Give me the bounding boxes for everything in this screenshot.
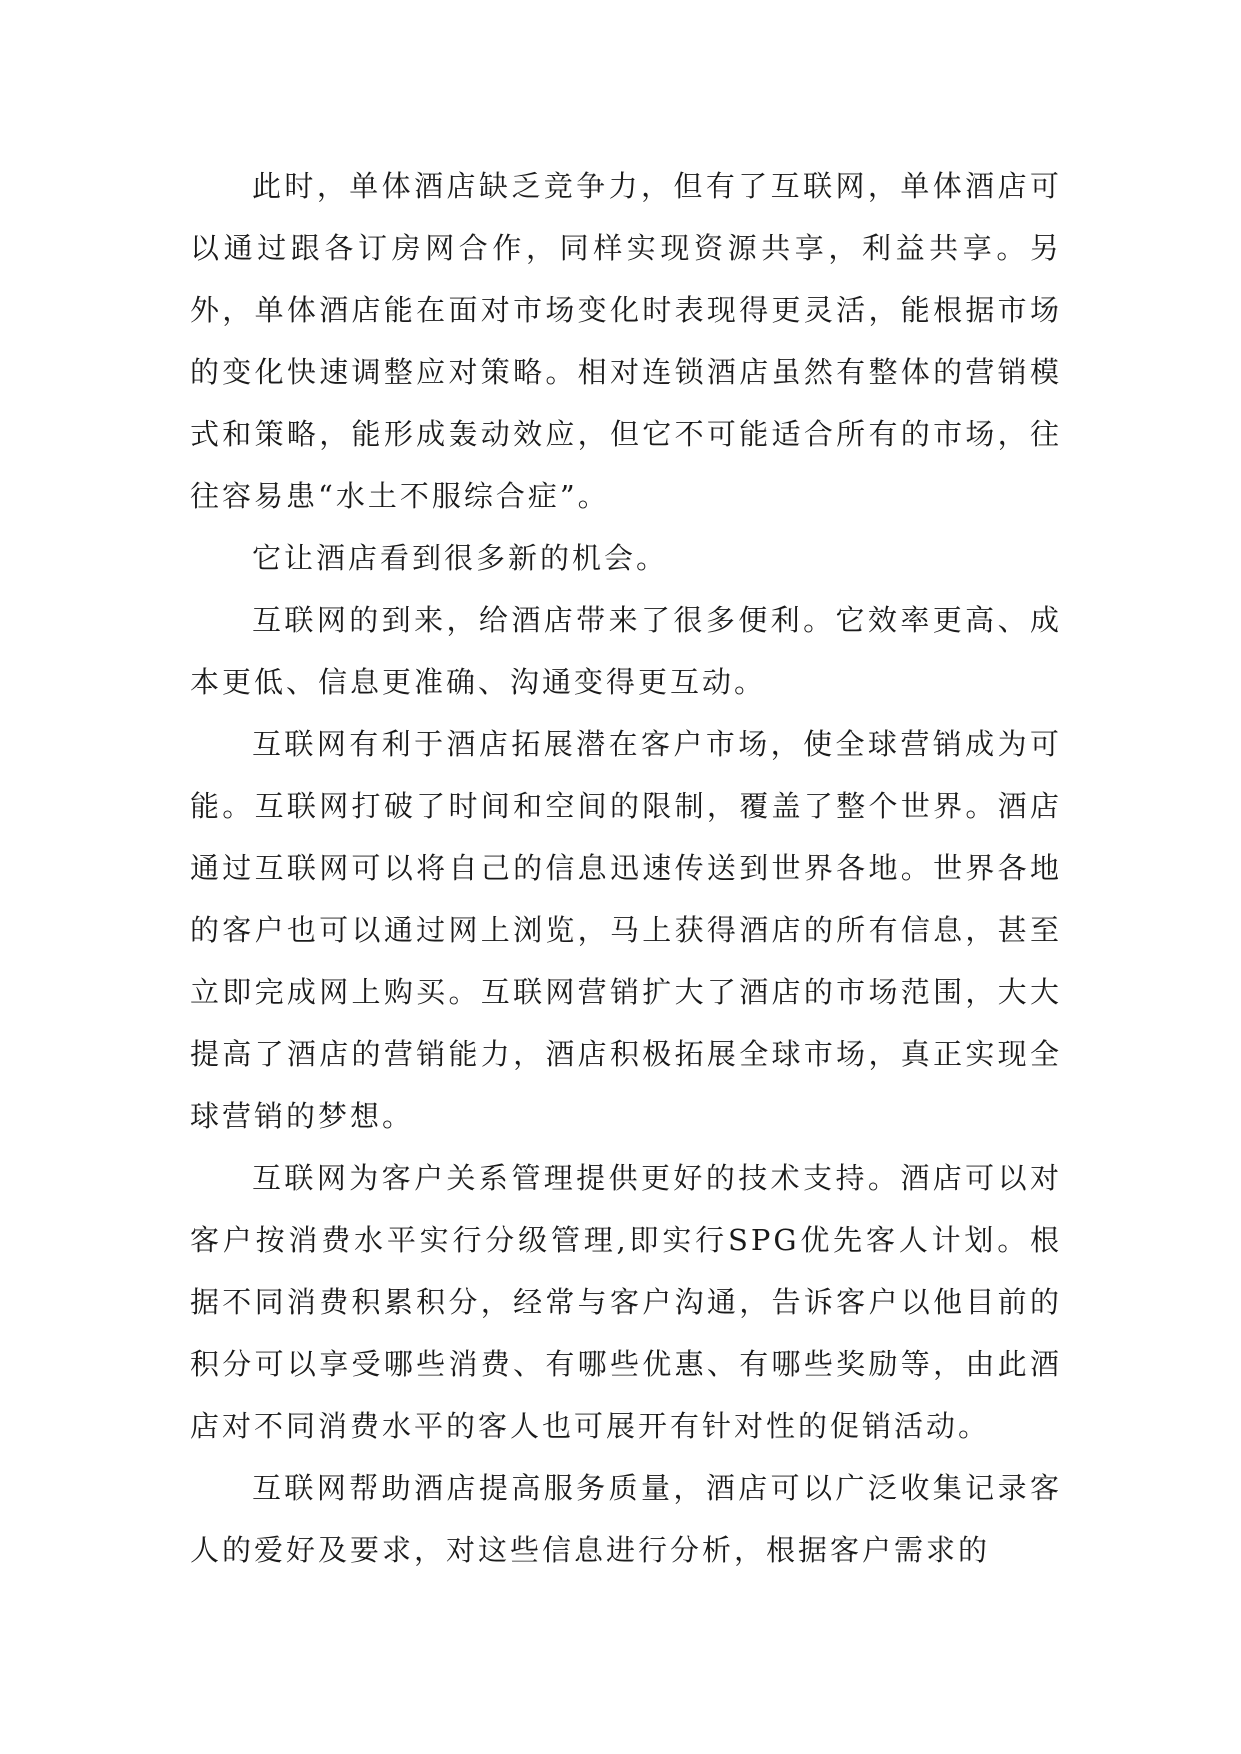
paragraph-6: 互联网帮助酒店提高服务质量，酒店可以广泛收集记录客人的爱好及要求，对这些信息进行分析，根据客户需求的	[190, 1471, 1062, 1567]
paragraph-3: 互联网的到来，给酒店带来了很多便利。它效率更高、成本更低、信息更准确、沟通变得更互动。	[190, 603, 1062, 699]
paragraph-2: 它让酒店看到很多新的机会。	[252, 541, 669, 575]
document-body	[190, 155, 1062, 1581]
paragraph-4: 互联网有利于酒店拓展潜在客户市场，使全球营销成为可能。互联网打破了时间和空间的限制，覆盖了整个世界。酒店通过互联网可以将自己的信息迅速传送到世界各地。世界各地的客户也可以通过网上浏览，马上获得酒店的所有信息，甚至立即完成网上购买。互联网营销扩大了酒店的市场范围，大大提高了酒店的营销能力，酒店积极拓展全球市场，真正实现全球营销的梦想。	[190, 727, 1062, 1133]
paragraph-5: 互联网为客户关系管理提供更好的技术支持。酒店可以对客户按消费水平实行分级管理,即实行SPG优先客人计划。根据不同消费积累积分，经常与客户沟通，告诉客户以他目前的积分可以享受哪些消费、有哪些优惠、有哪些奖励等，由此酒店对不同消费水平的客人也可展开有针对性的促销活动。	[190, 1161, 1062, 1443]
paragraph-1: 此时，单体酒店缺乏竞争力，但有了互联网，单体酒店可以通过跟各订房网合作，同样实现资源共享，利益共享。另外，单体酒店能在面对市场变化时表现得更灵活，能根据市场的变化快速调整应对策略。相对连锁酒店虽然有整体的营销模式和策略，能形成轰动效应，但它不可能适合所有的市场，往往容易患“水土不服综合症”。	[190, 169, 1062, 513]
